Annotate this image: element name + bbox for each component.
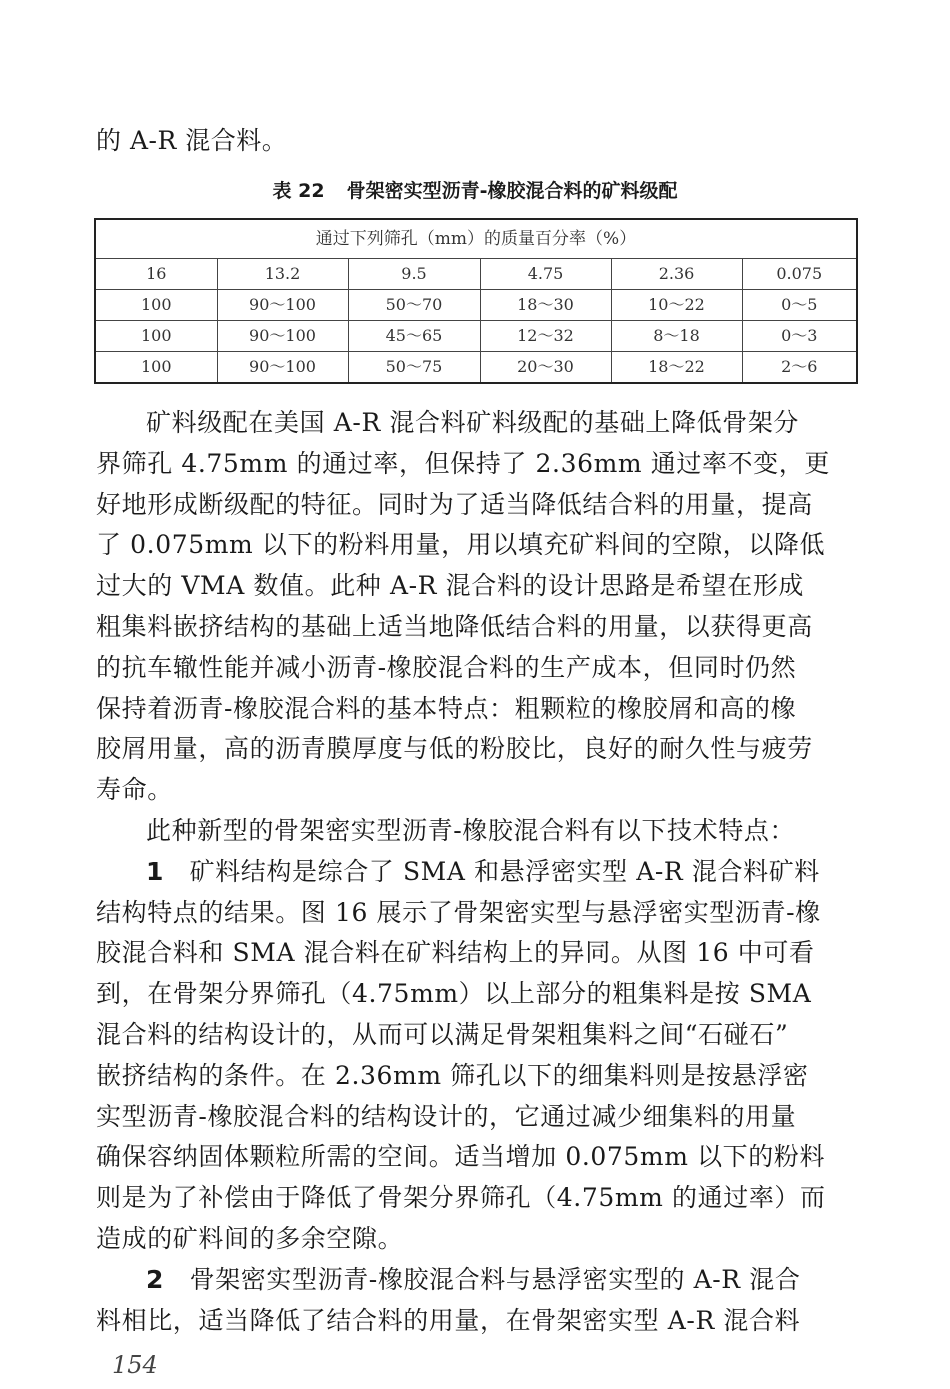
table-header-row bbox=[95, 219, 857, 259]
gradation-table bbox=[94, 218, 858, 384]
table-cell: 50～70 bbox=[348, 290, 480, 321]
text-line: 胶屑用量，高的沥青膜厚度与低的粉胶比，良好的耐久性与疲劳 bbox=[96, 734, 813, 764]
table-row bbox=[95, 352, 857, 384]
table-header: 通过下列筛孔（mm）的质量百分率（%） bbox=[95, 219, 857, 259]
sieve-cell: 2.36 bbox=[611, 259, 742, 290]
text-line: 料相比，适当降低了结合料的用量，在骨架密实型 A-R 混合料 bbox=[96, 1305, 801, 1335]
text-line: 过大的 VMA 数值。此种 A-R 混合料的设计思路是希望在形成 bbox=[96, 571, 805, 601]
table-cell: 20～30 bbox=[480, 352, 611, 384]
table-cell: 90～100 bbox=[217, 321, 348, 352]
table-cell: 90～100 bbox=[217, 352, 348, 384]
text-span: 矿料结构是综合了 SMA 和悬浮密实型 A-R 混合料矿料 bbox=[189, 856, 820, 886]
table-cell: 18～30 bbox=[480, 290, 611, 321]
text-line: 保持着沥青-橡胶混合料的基本特点：粗颗粒的橡胶屑和高的橡 bbox=[96, 693, 797, 723]
text-line: 确保容纳固体颗粒所需的空间。适当增加 0.075mm 以下的粉料 bbox=[96, 1142, 826, 1172]
page-number: 154 bbox=[112, 1351, 158, 1379]
item-number: 1 bbox=[146, 856, 164, 886]
text-line: 造成的矿料间的多余空隙。 bbox=[96, 1223, 404, 1253]
sieve-cell: 0.075 bbox=[742, 259, 857, 290]
text-line: 混合料的结构设计的，从而可以满足骨架粗集料之间“石碰石” bbox=[96, 1019, 789, 1049]
table-cell: 50～75 bbox=[348, 352, 480, 384]
text-line: 实型沥青-橡胶混合料的结构设计的，它通过减少细集料的用量 bbox=[96, 1101, 797, 1131]
table-cell: 100 bbox=[95, 290, 217, 321]
lead-line: 的 A-R 混合料。 bbox=[96, 126, 288, 155]
text-line: 了 0.075mm 以下的粉料用量，用以填充矿料间的空隙，以降低 bbox=[96, 530, 826, 560]
sieve-cell: 9.5 bbox=[348, 259, 480, 290]
item-number: 2 bbox=[146, 1264, 164, 1294]
text-line: 矿料级配在美国 A-R 混合料矿料级配的基础上降低骨架分 bbox=[146, 408, 800, 437]
text-line: 好地形成断级配的特征。同时为了适当降低结合料的用量，提高 bbox=[96, 489, 813, 519]
text-line: 胶混合料和 SMA 混合料在矿料结构上的异同。从图 16 中可看 bbox=[96, 938, 815, 968]
table-cell: 100 bbox=[95, 321, 217, 352]
text-line: 此种新型的骨架密实型沥青-橡胶混合料有以下技术特点： bbox=[146, 815, 796, 845]
text-line: 寿命。 bbox=[96, 775, 173, 805]
table-cell: 18～22 bbox=[611, 352, 742, 384]
text-line bbox=[96, 852, 856, 893]
sieve-cell: 4.75 bbox=[480, 259, 611, 290]
table-cell: 12～32 bbox=[480, 321, 611, 352]
sieve-cell: 16 bbox=[95, 259, 217, 290]
table-cell: 45～65 bbox=[348, 321, 480, 352]
table-cell: 2～6 bbox=[742, 352, 857, 384]
text-line: 界筛孔 4.75mm 的通过率，但保持了 2.36mm 通过率不变，更 bbox=[96, 448, 830, 478]
table-cell: 0～5 bbox=[742, 290, 857, 321]
text-line bbox=[96, 1260, 856, 1301]
table-cell: 0～3 bbox=[742, 321, 857, 352]
table-caption-number: 表 22 bbox=[272, 180, 325, 202]
text-line: 结构特点的结果。图 16 展示了骨架密实型与悬浮密实型沥青-橡 bbox=[96, 897, 821, 927]
sieve-cell: 13.2 bbox=[217, 259, 348, 290]
text-line: 粗集料嵌挤结构的基础上适当地降低结合料的用量，以获得更高 bbox=[96, 611, 813, 641]
text-line: 则是为了补偿由于降低了骨架分界筛孔（4.75mm 的通过率）而 bbox=[96, 1183, 826, 1213]
table-cell: 10～22 bbox=[611, 290, 742, 321]
text-line: 嵌挤结构的条件。在 2.36mm 筛孔以下的细集料则是按悬浮密 bbox=[96, 1060, 809, 1090]
text-line: 到，在骨架分界筛孔（4.75mm）以上部分的粗集料是按 SMA bbox=[96, 979, 812, 1009]
table-cell: 90～100 bbox=[217, 290, 348, 321]
table-sieve-row bbox=[95, 259, 857, 290]
table-cell: 8～18 bbox=[611, 321, 742, 352]
table-caption bbox=[0, 177, 950, 205]
table-cell: 100 bbox=[95, 352, 217, 384]
table-row bbox=[95, 321, 857, 352]
table-row bbox=[95, 290, 857, 321]
table-caption-title: 骨架密实型沥青-橡胶混合料的矿料级配 bbox=[346, 180, 678, 202]
body-text bbox=[96, 403, 856, 1341]
text-line: 的抗车辙性能并减小沥青-橡胶混合料的生产成本，但同时仍然 bbox=[96, 652, 797, 682]
text-span: 骨架密实型沥青-橡胶混合料与悬浮密实型的 A-R 混合 bbox=[189, 1264, 801, 1294]
